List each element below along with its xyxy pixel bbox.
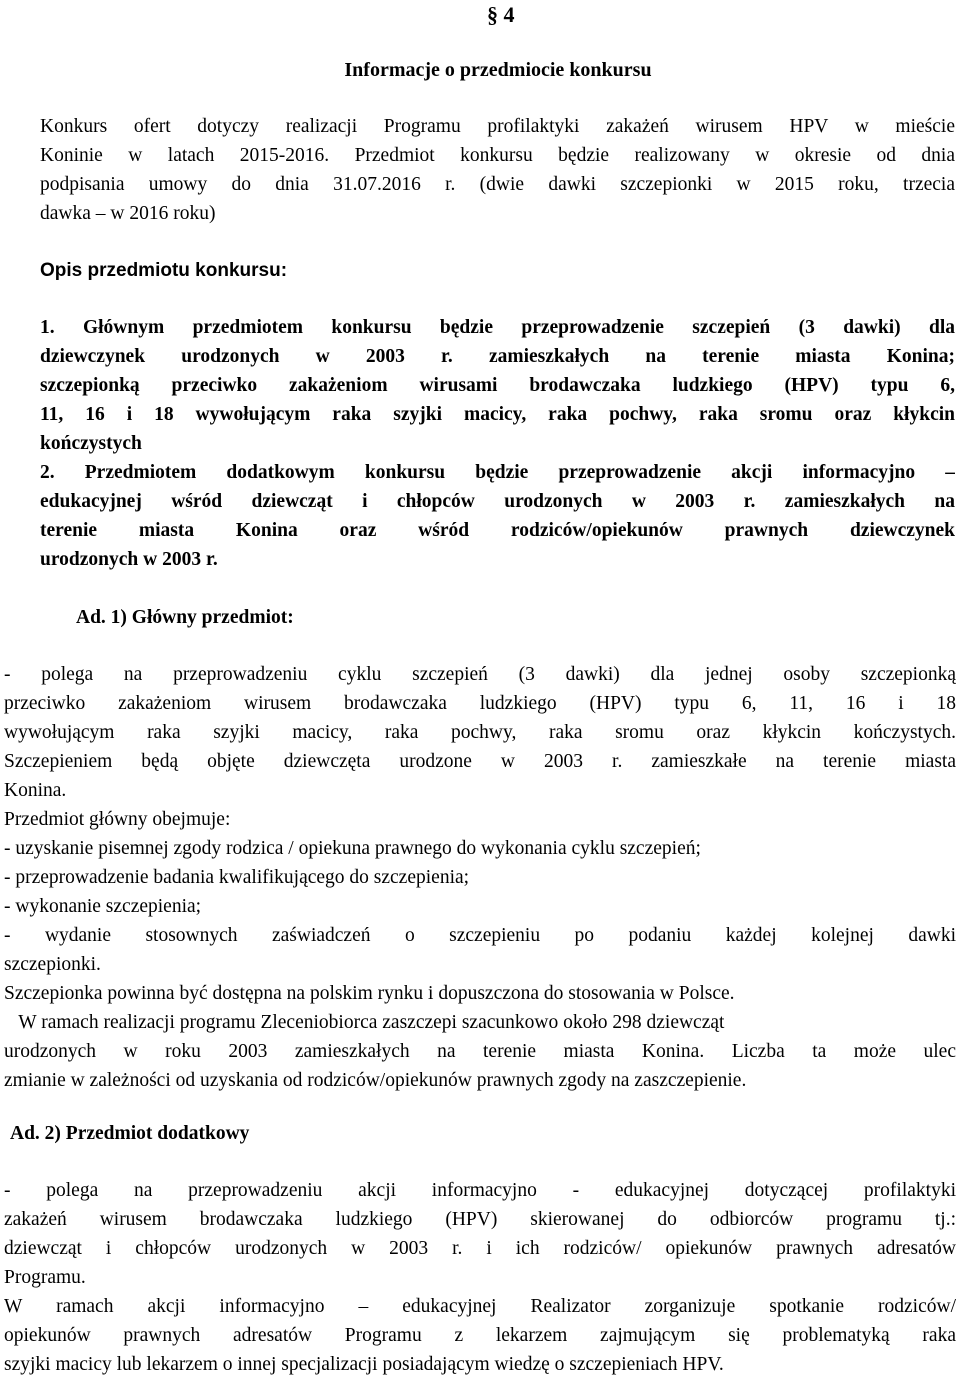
ad1-line: - uzyskanie pisemnej zgody rodzica / opiekuna prawnego do wykonania cyklu szczepień; — [4, 838, 701, 859]
description-title: Opis przedmiotu konkursu: — [40, 260, 288, 281]
intro-line: podpisania umowy do dnia 31.07.2016 r. (dwie dawki szczepionki w 2015 roku, trzecia — [40, 174, 955, 195]
ad1-body — [4, 660, 956, 1095]
item-1 — [40, 313, 955, 458]
ad2-body — [4, 1176, 956, 1379]
ad2-line: zakażeń wirusem brodawczaka ludzkiego (HPV) skierowanej do odbiorców programu tj.: — [4, 1209, 956, 1230]
item-1-line: dziewczynek urodzonych w 2003 r. zamieszkałych na terenie miasta Konina; — [40, 346, 955, 367]
ad1-line: Szczepieniem będą objęte dziewczęta urodzone w 2003 r. zamieszkałe na terenie miasta — [4, 751, 956, 772]
ad2-line: W ramach akcji informacyjno – edukacyjnej Realizator zorganizuje spotkanie rodziców/ — [4, 1296, 956, 1317]
intro-line: Konkurs ofert dotyczy realizacji Programu profilaktyki zakażeń wirusem HPV w mieście — [40, 116, 955, 137]
page-heading: Informacje o przedmiocie konkursu — [344, 59, 652, 81]
ad1-line: Przedmiot główny obejmuje: — [4, 809, 231, 830]
section-number: § 4 — [487, 2, 515, 27]
item-1-line: szczepionką przeciwko zakażeniom wirusami brodawczaka ludzkiego (HPV) typu 6, — [40, 375, 955, 396]
ad1-line: wywołującym raka szyjki macicy, raka pochwy, raka sromu oraz kłykcin kończystych. — [4, 722, 956, 743]
ad1-line: - polega na przeprowadzeniu cyklu szczepień (3 dawki) dla jednej osoby szczepionką — [4, 664, 956, 685]
intro-paragraph — [40, 112, 955, 228]
item-2-line: urodzonych w 2003 r. — [40, 549, 218, 570]
ad2-line: szyjki macicy lub lekarzem o innej specjalizacji posiadającym wiedzę o szczepieniach HPV. — [4, 1354, 724, 1375]
item-2 — [40, 458, 955, 574]
ad1-line: W ramach realizacji programu Zleceniobiorca zaszczepi szacunkowo około 298 dziewcząt — [4, 1012, 725, 1033]
item-1-line: 1. Głównym przedmiotem konkursu będzie przeprowadzenie szczepień (3 dawki) dla — [40, 317, 955, 338]
ad1-line: - wydanie stosownych zaświadczeń o szczepieniu po podaniu każdej kolejnej dawki — [4, 925, 956, 946]
ad1-line: szczepionki. — [4, 954, 101, 975]
intro-line: dawka – w 2016 roku) — [40, 203, 216, 224]
ad1-line: Konina. — [4, 780, 67, 801]
intro-line: Koninie w latach 2015-2016. Przedmiot konkursu będzie realizowany w okresie od dnia — [40, 145, 955, 166]
ad1-line: urodzonych w roku 2003 zamieszkałych na terenie miasta Konina. Liczba ta może ulec — [4, 1041, 956, 1062]
item-1-line: kończystych — [40, 433, 142, 454]
item-2-line: terenie miasta Konina oraz wśród rodziców/opiekunów prawnych dziewczynek — [40, 520, 955, 541]
ad2-line: Programu. — [4, 1267, 86, 1288]
ad1-line: zmianie w zależności od uzyskania od rodziców/opiekunów prawnych zgody na zaszczepienie. — [4, 1070, 747, 1091]
ad1-line: przeciwko zakażeniom wirusem brodawczaka ludzkiego (HPV) typu 6, 11, 16 i 18 — [4, 693, 956, 714]
ad1-line: - wykonanie szczepienia; — [4, 896, 202, 917]
ad1-line: Szczepionka powinna być dostępna na polskim rynku i dopuszczona do stosowania w Polsce. — [4, 983, 735, 1004]
item-2-line: edukacyjnej wśród dziewcząt i chłopców urodzonych w 2003 r. zamieszkałych na — [40, 491, 955, 512]
ad2-title: Ad. 2) Przedmiot dodatkowy — [10, 1123, 250, 1144]
ad2-line: dziewcząt i chłopców urodzonych w 2003 r. i ich rodziców/ opiekunów prawnych adresatów — [4, 1238, 956, 1259]
item-2-line: 2. Przedmiotem dodatkowym konkursu będzie przeprowadzenie akcji informacyjno – — [40, 462, 955, 483]
item-1-line: 11, 16 i 18 wywołującym raka szyjki macicy, raka pochwy, raka sromu oraz kłykcin — [40, 404, 955, 425]
ad2-line: opiekunów prawnych adresatów Programu z lekarzem zajmującym się problematyką raka — [4, 1325, 956, 1346]
ad1-title: Ad. 1) Główny przedmiot: — [76, 607, 294, 628]
ad2-line: - polega na przeprowadzeniu akcji informacyjno - edukacyjnej dotyczącej profilaktyki — [4, 1180, 956, 1201]
ad1-line: - przeprowadzenie badania kwalifikującego do szczepienia; — [4, 867, 470, 888]
